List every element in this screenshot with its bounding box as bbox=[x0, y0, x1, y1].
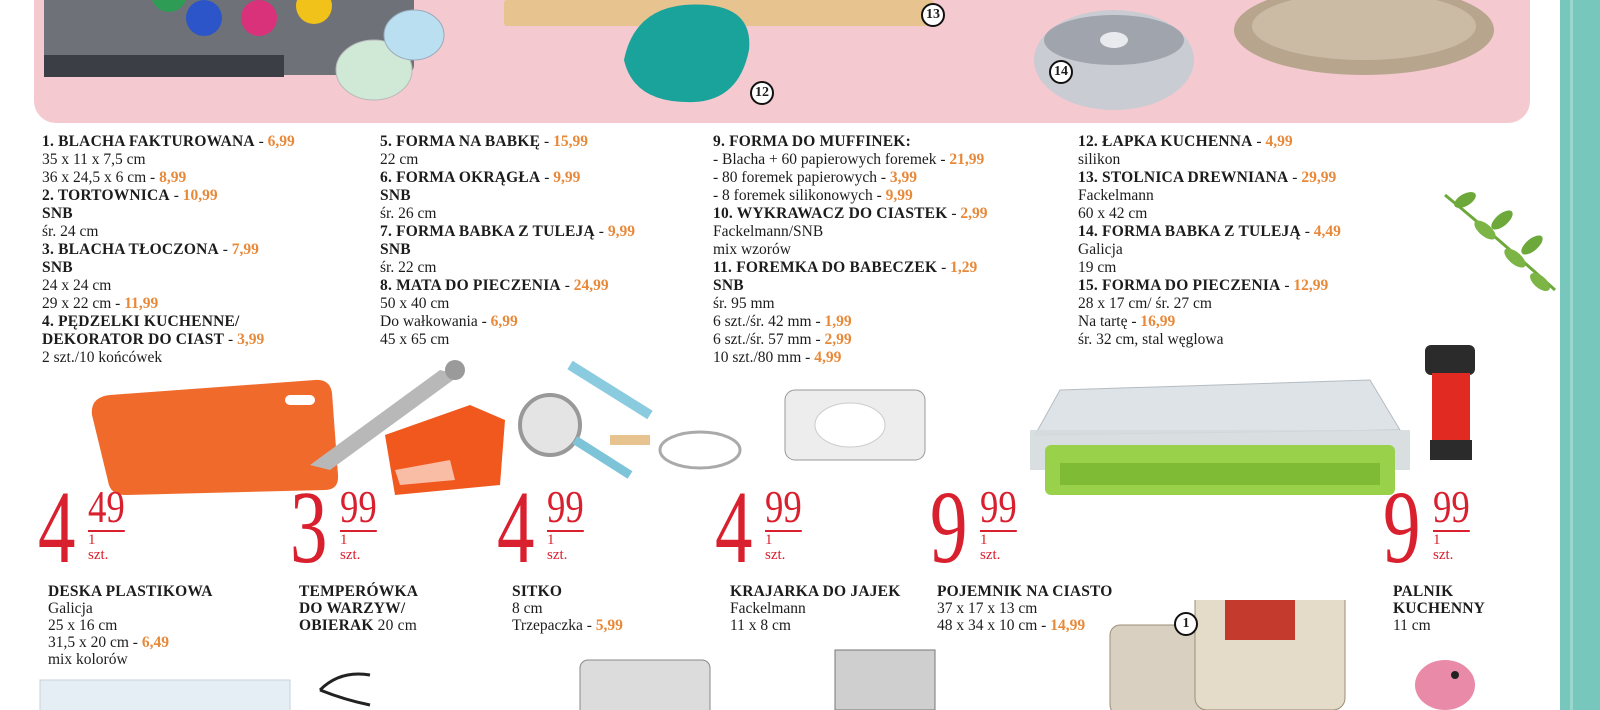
marker-14: 14 bbox=[1049, 60, 1073, 84]
product-detail-text: 37 x 17 x 13 cm bbox=[937, 600, 1038, 617]
info-text: śr. 26 cm bbox=[380, 205, 437, 222]
price-value: 4,99 bbox=[814, 349, 842, 366]
info-text: śr. 22 cm bbox=[380, 259, 437, 276]
info-text: 35 x 11 x 7,5 cm bbox=[42, 151, 146, 168]
info-text: 36 x 24,5 x 6 cm - bbox=[42, 169, 156, 186]
price-integer: 4 bbox=[715, 470, 753, 585]
price-unit: 1 szt. bbox=[765, 532, 786, 563]
info-text: 50 x 40 cm bbox=[380, 295, 450, 312]
info-line bbox=[713, 151, 988, 169]
product-detail-text: 48 x 34 x 10 cm - bbox=[937, 617, 1047, 634]
product-name: POJEMNIK NA CIASTO bbox=[937, 583, 1113, 600]
info-line bbox=[713, 187, 988, 205]
price-value: 6,99 bbox=[490, 313, 518, 330]
info-text: Na tartę - bbox=[1078, 313, 1137, 330]
info-line: 8. MATA DO PIECZENIA - 24,99 bbox=[380, 277, 609, 294]
info-text: 29 x 22 cm - bbox=[42, 295, 121, 312]
info-text: 10 szt./80 mm - bbox=[713, 349, 811, 366]
dough-scraper-image bbox=[835, 650, 935, 710]
product-detail-text: 25 x 16 cm bbox=[48, 617, 118, 634]
bird-icon bbox=[1415, 660, 1475, 710]
product-name-line bbox=[1393, 583, 1485, 600]
info-text: 6. FORMA OKRĄGŁA bbox=[380, 169, 541, 186]
info-text: 45 x 65 cm bbox=[380, 331, 450, 348]
price-value: 6,99 bbox=[267, 133, 295, 150]
info-line bbox=[713, 313, 988, 331]
info-line bbox=[42, 151, 295, 169]
price-value: 8,99 bbox=[159, 169, 187, 186]
info-line bbox=[380, 259, 635, 277]
info-text: 14. FORMA BABKA Z TULEJĄ bbox=[1078, 223, 1301, 240]
info-line bbox=[713, 295, 988, 313]
info-text: 24 x 24 cm bbox=[42, 277, 112, 294]
product-detail-text: 31,5 x 20 cm - bbox=[48, 634, 138, 651]
price-decimal: 99 bbox=[980, 481, 1017, 532]
product-detail-text: 11 cm bbox=[1393, 617, 1431, 634]
info-column-1 bbox=[42, 133, 295, 367]
product-photo-banner bbox=[34, 0, 1530, 123]
price-value: 2,99 bbox=[824, 331, 852, 348]
info-line bbox=[380, 151, 635, 169]
info-line bbox=[42, 223, 295, 241]
info-line bbox=[1078, 151, 1341, 169]
info-text: 28 x 17 cm/ śr. 27 cm bbox=[1078, 295, 1212, 312]
kitchen-torch-image bbox=[1425, 345, 1475, 460]
price-value: 24,99 bbox=[573, 277, 609, 294]
bottom-images bbox=[0, 600, 1600, 710]
info-line bbox=[42, 205, 295, 223]
product-name: SITKO bbox=[512, 583, 563, 600]
info-line: 11. FOREMKA DO BABECZEK - 1,29 bbox=[713, 259, 978, 276]
price-decimal: 99 bbox=[340, 481, 377, 532]
info-line bbox=[380, 241, 635, 259]
product-name-line bbox=[937, 583, 1113, 600]
product-name-line bbox=[299, 583, 418, 600]
info-text: Fackelmann/SNB bbox=[713, 223, 824, 240]
info-line: 5. FORMA NA BABKĘ - 15,99 bbox=[380, 133, 588, 150]
price-value: 2,99 bbox=[960, 205, 988, 222]
product-name: PALNIK bbox=[1393, 583, 1454, 600]
info-text: mix wzorów bbox=[713, 241, 791, 258]
info-line bbox=[1078, 295, 1341, 313]
banner-illustrations bbox=[34, 0, 1530, 123]
info-text: SNB bbox=[42, 259, 73, 276]
info-text: 60 x 42 cm bbox=[1078, 205, 1148, 222]
price-integer: 4 bbox=[497, 470, 535, 585]
info-text: 6 szt./śr. 42 mm - bbox=[713, 313, 821, 330]
info-line bbox=[713, 133, 988, 151]
price-value: 15,99 bbox=[553, 133, 588, 150]
price-value: 1,29 bbox=[950, 259, 978, 276]
leaf-branch-icon bbox=[1440, 190, 1560, 300]
marker-12: 12 bbox=[750, 81, 774, 105]
info-text: śr. 32 cm, stal węglowa bbox=[1078, 331, 1224, 348]
product-detail-text: 11 x 8 cm bbox=[730, 617, 791, 634]
product-name: TEMPERÓWKA bbox=[299, 583, 419, 600]
marker-13: 13 bbox=[921, 3, 945, 27]
info-text: - Blacha + 60 papierowych foremek - bbox=[713, 151, 946, 168]
price-decimal: 49 bbox=[88, 481, 125, 532]
info-text: SNB bbox=[380, 187, 411, 204]
product-detail-text: 8 cm bbox=[512, 600, 543, 617]
product-name: OBIERAK bbox=[299, 617, 374, 634]
info-text: 15. FORMA DO PIECZENIA bbox=[1078, 277, 1281, 294]
price-value: 6,49 bbox=[141, 634, 169, 651]
info-text: - 80 foremek papierowych - bbox=[713, 169, 887, 186]
info-line: 3. BLACHA TŁOCZONA - 7,99 bbox=[42, 241, 259, 258]
info-column-3 bbox=[713, 133, 988, 367]
info-text: 1. BLACHA FAKTUROWANA bbox=[42, 133, 255, 150]
info-text: SNB bbox=[380, 241, 411, 258]
info-text: 8. MATA DO PIECZENIA bbox=[380, 277, 561, 294]
info-line bbox=[380, 205, 635, 223]
product-detail-text: mix kolorów bbox=[48, 651, 128, 668]
price-value: 7,99 bbox=[231, 241, 259, 258]
price-value: 29,99 bbox=[1301, 169, 1337, 186]
price-value: 4,99 bbox=[1265, 133, 1293, 150]
info-line bbox=[42, 169, 295, 187]
info-text: śr. 95 mm bbox=[713, 295, 775, 312]
info-text: SNB bbox=[42, 205, 73, 222]
info-line: 7. FORMA BABKA Z TULEJĄ - 9,99 bbox=[380, 223, 635, 240]
info-line bbox=[380, 313, 635, 331]
product-name: KRAJARKA DO JAJEK bbox=[730, 583, 901, 600]
product-name: KUCHENNY bbox=[1393, 600, 1486, 617]
info-text: 4. PĘDZELKI KUCHENNE/ bbox=[42, 313, 240, 330]
price-integer: 4 bbox=[38, 470, 76, 585]
price-value: 1,99 bbox=[824, 313, 852, 330]
info-text: silikon bbox=[1078, 151, 1121, 168]
info-text: SNB bbox=[713, 277, 744, 294]
info-line bbox=[42, 295, 295, 313]
price-decimal: 99 bbox=[547, 481, 584, 532]
product-name-line bbox=[730, 583, 900, 600]
info-line: 12. ŁAPKA KUCHENNA - 4,99 bbox=[1078, 133, 1293, 150]
info-text: Galicja bbox=[1078, 241, 1123, 258]
info-text: 3. BLACHA TŁOCZONA bbox=[42, 241, 219, 258]
info-line bbox=[380, 295, 635, 313]
price-value: 3,99 bbox=[237, 331, 265, 348]
product-name: DESKA PLASTIKOWA bbox=[48, 583, 213, 600]
info-line: 6. FORMA OKRĄGŁA - 9,99 bbox=[380, 169, 581, 186]
info-line: 2. TORTOWNICA - 10,99 bbox=[42, 187, 218, 204]
info-line: 1. BLACHA FAKTUROWANA - 6,99 bbox=[42, 133, 295, 150]
info-line bbox=[1078, 205, 1341, 223]
egg-slicer-image bbox=[785, 390, 925, 460]
info-text: 6 szt./śr. 57 mm - bbox=[713, 331, 821, 348]
info-text: 11. FOREMKA DO BABECZEK bbox=[713, 259, 938, 276]
price-unit: 1 szt. bbox=[88, 532, 109, 563]
info-text: 2 szt./10 końcówek bbox=[42, 349, 163, 366]
info-text: 5. FORMA NA BABKĘ bbox=[380, 133, 541, 150]
price-decimal: 99 bbox=[765, 481, 802, 532]
vegetable-sharpener-image bbox=[310, 360, 505, 495]
info-text: 9. FORMA DO MUFFINEK: bbox=[713, 133, 911, 150]
price-value: 9,99 bbox=[885, 187, 913, 204]
price-unit: 1 szt. bbox=[547, 532, 568, 563]
info-line bbox=[713, 223, 988, 241]
product-detail-text: Fackelmann bbox=[730, 600, 806, 617]
info-text: 10. WYKRAWACZ DO CIASTEK bbox=[713, 205, 948, 222]
info-line bbox=[380, 187, 635, 205]
info-text: 13. STOLNICA DREWNIANA bbox=[1078, 169, 1289, 186]
price-value: 21,99 bbox=[949, 151, 985, 168]
info-line bbox=[1078, 187, 1341, 205]
price-integer: 9 bbox=[1383, 470, 1421, 585]
info-line: 14. FORMA BABKA Z TULEJĄ - 4,49 bbox=[1078, 223, 1341, 240]
info-line: 10. WYKRAWACZ DO CIASTEK - 2,99 bbox=[713, 205, 988, 222]
price-value: 3,99 bbox=[889, 169, 918, 186]
info-text: 19 cm bbox=[1078, 259, 1117, 276]
price-unit: 1 szt. bbox=[1433, 532, 1454, 563]
price-value: 11,99 bbox=[124, 295, 159, 312]
product-detail-text: Trzepaczka - bbox=[512, 617, 592, 634]
price-value: 9,99 bbox=[607, 223, 635, 240]
product-name: DO WARZYW/ bbox=[299, 600, 406, 617]
product-name-line bbox=[48, 583, 213, 600]
price-integer: 9 bbox=[930, 470, 968, 585]
info-text: Fackelmann bbox=[1078, 187, 1154, 204]
cake-container-image bbox=[1030, 380, 1410, 495]
info-line bbox=[42, 277, 295, 295]
price-value: 4,49 bbox=[1313, 223, 1341, 240]
info-line bbox=[42, 259, 295, 277]
marker-1: 1 bbox=[1174, 612, 1198, 636]
info-text: 22 cm bbox=[380, 151, 419, 168]
price-decimal: 99 bbox=[1433, 481, 1470, 532]
info-text: śr. 24 cm bbox=[42, 223, 99, 240]
flour-sifter-image bbox=[580, 660, 710, 710]
info-column-4 bbox=[1078, 133, 1341, 349]
info-line: 13. STOLNICA DREWNIANA - 29,99 bbox=[1078, 169, 1337, 186]
price-unit: 1 szt. bbox=[980, 532, 1001, 563]
info-text: Do wałkowania - bbox=[380, 313, 487, 330]
info-line: DEKORATOR DO CIAST - 3,99 bbox=[42, 331, 265, 348]
info-text: 7. FORMA BABKA Z TULEJĄ bbox=[380, 223, 595, 240]
price-value: 5,99 bbox=[595, 617, 623, 634]
info-text: DEKORATOR DO CIAST bbox=[42, 331, 225, 348]
info-column-2 bbox=[380, 133, 635, 349]
price-value: 14,99 bbox=[1050, 617, 1086, 634]
info-line bbox=[713, 241, 988, 259]
arrow-icon bbox=[320, 674, 370, 705]
info-line bbox=[42, 313, 295, 331]
price-unit: 1 szt. bbox=[340, 532, 361, 563]
price-value: 9,99 bbox=[553, 169, 581, 186]
product-detail: 20 cm bbox=[373, 617, 417, 634]
info-line bbox=[1078, 259, 1341, 277]
sieve-and-whisk-image bbox=[520, 365, 740, 475]
info-line bbox=[1078, 241, 1341, 259]
board-corner-image bbox=[40, 680, 290, 710]
product-detail-text: Galicja bbox=[48, 600, 93, 617]
info-text: - 8 foremek silikonowych - bbox=[713, 187, 882, 204]
info-text: 12. ŁAPKA KUCHENNA bbox=[1078, 133, 1253, 150]
product-name-line bbox=[512, 583, 623, 600]
product-images bbox=[0, 345, 1600, 575]
price-integer: 3 bbox=[290, 470, 328, 585]
info-line bbox=[713, 169, 988, 187]
info-line bbox=[713, 277, 988, 295]
info-text: 2. TORTOWNICA bbox=[42, 187, 170, 204]
info-line: 15. FORMA DO PIECZENIA - 12,99 bbox=[1078, 277, 1329, 294]
price-value: 16,99 bbox=[1140, 313, 1176, 330]
price-value: 10,99 bbox=[182, 187, 218, 204]
price-value: 12,99 bbox=[1293, 277, 1329, 294]
info-line bbox=[1078, 313, 1341, 331]
